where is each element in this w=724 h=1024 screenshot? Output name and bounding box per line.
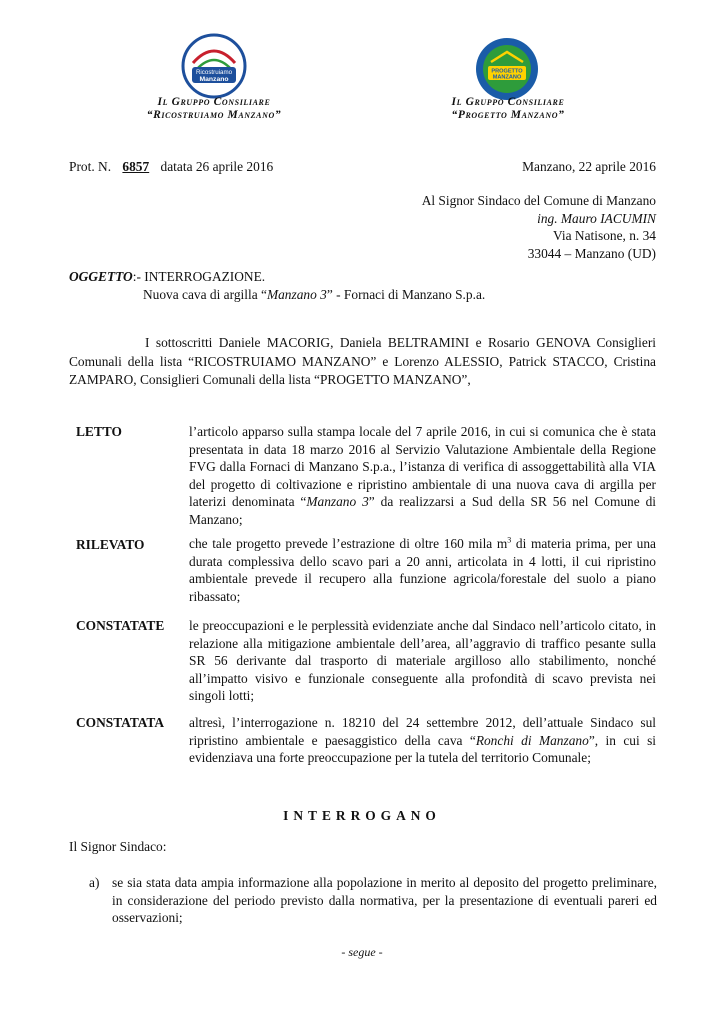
constatata-text-a: altresì, l’interrogazione n. 18210 del 24 settembre 2012, dell’attuale Sindaco sul ripristino ambientale e paesaggistico della cava “	[189, 715, 656, 748]
constatata-text-b: ”, in cui si evidenziava una forte preoccupazione per la tutela del territorio Comunale;	[189, 732, 657, 765]
protocol-line	[69, 158, 273, 176]
rilevato-sup: 3	[507, 535, 512, 545]
subject-label: OGGETTO	[69, 269, 133, 284]
subject-text-b: ” - Fornaci di Manzano S.p.a.	[326, 287, 486, 302]
rilevato-text	[189, 535, 656, 605]
svg-text:Manzano: Manzano	[199, 76, 229, 83]
constatate-label: CONSTATATE	[76, 618, 165, 633]
subject-rest: :- INTERROGAZIONE.	[132, 269, 266, 284]
svg-text:PROGETTO: PROGETTO	[491, 68, 523, 75]
group-left-label	[104, 96, 324, 122]
letto-text-b: ” da realizzarsi a Sud della SR 56 nel Comune di Manzano;	[189, 494, 656, 527]
constatata-text	[189, 714, 656, 767]
group-right-line1: Il Gruppo Consiliare	[451, 96, 565, 108]
letto-text-a: l’articolo apparso sulla stampa locale del 7 aprile 2016, in cui si comunica che è stata presentata in data 18 marzo 2016 al Servizio Valutazione Ambientale della Regione FVG dalla Fornaci di Manzano S.p.a., l’istanza di verifica di assoggettabilità alla VIA del progetto di coltivazione e ripristino ambientale di una nuova cava di argilla per laterizi denominata “	[189, 424, 656, 509]
group-right-label	[398, 96, 618, 122]
rilevato-text-b: di materia prima, per una durata complessiva dello scavo pari a 20 anni, articolata in 4 lotti, il cui ripristino ambientale prevede il recupero alla funzione agricola/forestale del suolo a piano ribassato;	[189, 536, 656, 604]
recipient-name: ing. Mauro IACUMIN	[537, 210, 656, 226]
svg-text:MANZANO: MANZANO	[492, 74, 522, 81]
footer-segue: - segue -	[341, 945, 383, 959]
protocol-prefix: Prot. N.	[69, 159, 112, 174]
intro-paragraph: I sottoscritti Daniele MACORIG, Daniela BELTRAMINI e Rosario GENOVA Consiglieri Comunali della lista “RICOSTRUIAMO MANZANO” e Lorenzo ALESSIO, Patrick STACCO, Cristina ZAMPARO, Consiglieri Comunali della lista “PROGETTO MANZANO”,	[69, 335, 656, 387]
protocol-number: 6857	[122, 159, 150, 174]
group-left-line1: Il Gruppo Consiliare	[157, 96, 271, 108]
rilevato-text-a: che tale progetto prevede l’estrazione di oltre 160 mila m	[189, 536, 508, 551]
subject-text-italic: Manzano 3	[266, 287, 327, 302]
ricostruiamo-manzano-logo	[181, 33, 247, 104]
subject-text-a: Nuova cava di argilla “	[143, 287, 267, 302]
group-left-line2: “Ricostruiamo Manzano”	[146, 109, 282, 121]
constatata-text-italic: Ronchi di Manzano	[475, 732, 589, 748]
interrogano-heading: INTERROGANO	[283, 808, 441, 823]
question-a-marker: a)	[89, 875, 100, 890]
letto-text-italic: Manzano 3	[306, 494, 369, 509]
svg-text:Ricostruiamo: Ricostruiamo	[195, 69, 233, 76]
group-right-line2: “Progetto Manzano”	[451, 109, 565, 121]
protocol-date: datata 26 aprile 2016	[160, 159, 274, 174]
recipient-city: 33044 – Manzano (UD)	[527, 245, 656, 261]
subject-line2	[143, 286, 485, 304]
place-date: Manzano, 22 aprile 2016	[522, 159, 656, 174]
addressee: Il Signor Sindaco:	[69, 839, 167, 854]
question-a-text: se sia stata data ampia informazione alla popolazione in merito al deposito del progetto preliminare, in considerazione del periodo previsto dalla normativa, per la presentazione di eventuali pareri ed osservazioni;	[112, 875, 657, 925]
letto-text	[189, 423, 656, 528]
recipient-block	[356, 192, 656, 262]
constatate-text: le preoccupazioni e le perplessità evidenziate anche dal Sindaco nell’articolo citato, in relazione alla mitigazione ambientale dell’area, all’aggravio di traffico pesante sulla SR 56 derivante dal trasporto di materiale argilloso allo stabilimento, nonché all’impatto visivo e funzionale conseguente alla profondità di scavo prevista nei singoli lotti;	[189, 618, 656, 703]
recipient-address: Via Natisone, n. 34	[553, 228, 656, 243]
subject-line1	[69, 268, 265, 286]
letto-label: LETTO	[76, 424, 122, 439]
constatata-label: CONSTATATA	[76, 715, 165, 730]
rilevato-label: RILEVATO	[76, 537, 145, 552]
recipient-line1: Al Signor Sindaco del Comune di Manzano	[421, 193, 656, 208]
